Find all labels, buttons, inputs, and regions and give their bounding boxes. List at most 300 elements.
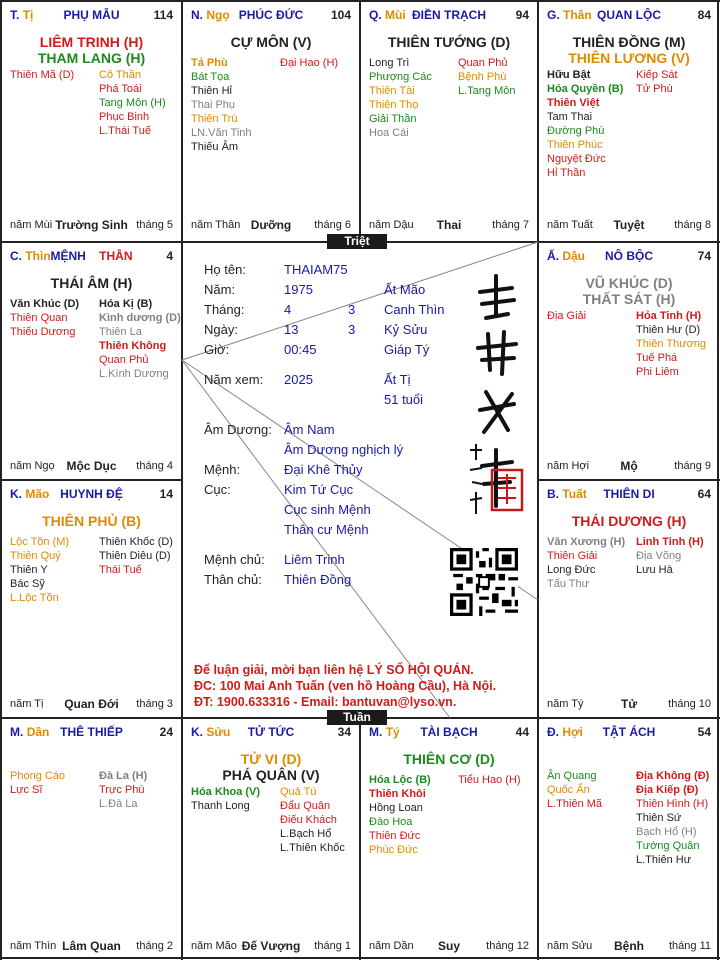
contact-line: ĐC: 100 Mai Anh Tuấn (ven hồ Hoàng Cầu), Hà Nội. [194, 679, 497, 693]
minor-star: Văn Xương (H) [547, 536, 626, 548]
contact-line: Để luận giải, mời bạn liên hệ LÝ SỐ HỘI QUÁN. [194, 663, 474, 677]
minor-star: Ân Quang [547, 770, 597, 782]
month-label: tháng 5 [136, 219, 173, 231]
palace-title: NÔ BỘC [605, 249, 653, 263]
minor-star: L.Lộc Tồn [10, 592, 59, 604]
info-label: Năm xem: [204, 372, 264, 387]
palace-ty [361, 719, 537, 959]
palace-number: 114 [153, 8, 173, 22]
star-column-right [280, 785, 345, 855]
palace-name [10, 725, 173, 739]
minor-star: L.Thiên Khốc [280, 842, 345, 854]
palace-number: 14 [159, 487, 173, 501]
minor-star: Quốc Ấn [547, 784, 590, 796]
minor-star: Thiên Thọ [369, 99, 419, 111]
minor-star: Điếu Khách [280, 814, 337, 826]
minor-star: Thái Tuế [99, 564, 142, 576]
month-label: tháng 6 [314, 219, 351, 231]
palace-stem: T. [10, 8, 20, 22]
palace-title: THIÊN DI [603, 487, 655, 501]
palace-branch-name: Tý [385, 725, 400, 739]
info-value: THAIAM75 [284, 262, 348, 277]
minor-star: Lực Sĩ [10, 784, 43, 796]
year-label: năm Tý [547, 698, 584, 710]
phase-label: Tử [620, 697, 638, 711]
palace-than [539, 2, 719, 238]
star-column-right [99, 769, 147, 811]
minor-star: Đường Phù [547, 125, 605, 137]
palace-number: 84 [697, 8, 711, 22]
star-column-right [99, 68, 166, 138]
minor-star: Bác Sỹ [10, 578, 45, 590]
palace-branch-name: Dậu [562, 249, 586, 263]
month-label: tháng 2 [136, 940, 173, 952]
palace-number: 64 [697, 487, 711, 501]
star-column-right [636, 68, 678, 96]
minor-star: Thiên Hỉ [191, 85, 232, 97]
minor-star: Thiên Việt [547, 97, 600, 109]
palace-title: QUAN LỘC [597, 8, 661, 22]
star-column-right [99, 297, 181, 381]
minor-star: LN.Văn Tinh [191, 127, 252, 139]
palace-title: PHÚC ĐỨC [238, 8, 304, 22]
palace-stem: K. [10, 487, 22, 501]
palace-stem: Ấ. [547, 249, 559, 263]
star-column-left [369, 56, 432, 140]
than-chu-value: Thiên Đồng [284, 572, 352, 587]
minor-star: Thiên Hình (H) [636, 798, 709, 810]
year-label: năm Dậu [369, 219, 414, 231]
star-column-right [280, 56, 338, 70]
can-chi-value: Giáp Tý [384, 342, 430, 357]
minor-star: Bạch Hổ (H) [636, 826, 697, 838]
minor-star: Hoa Cái [369, 127, 409, 139]
year-label: năm Mùi [10, 219, 53, 231]
minor-star: Thai Phụ [191, 99, 236, 111]
star-column-right [99, 535, 173, 577]
minor-star: Thiên Y [10, 564, 48, 576]
palace-footer [369, 939, 529, 953]
minor-star: Tam Thai [547, 111, 593, 123]
info-label: Họ tên: [204, 262, 246, 277]
palace-name [547, 725, 711, 739]
main-stars [183, 34, 359, 50]
palace-header [191, 8, 351, 22]
lunar-value: 3 [348, 302, 356, 317]
main-star: LIÊM TRINH (H) [39, 34, 144, 50]
palace-header [10, 8, 173, 22]
main-star: VŨ KHÚC (D) [585, 275, 673, 291]
main-stars [539, 34, 719, 66]
palace-number: 74 [697, 249, 711, 263]
palace-name [191, 8, 351, 22]
contact-block [194, 662, 496, 710]
main-star: THIÊN CƠ (D) [403, 751, 495, 767]
palace-hoi [539, 719, 719, 959]
palace-branch-name: Mùi [385, 8, 406, 22]
minor-star: Hỏa Tinh (H) [636, 310, 702, 322]
palace-stem: Đ. [547, 725, 559, 739]
minor-star: Thiên Sứ [636, 812, 682, 824]
minor-star: Phúc Đức [369, 844, 418, 856]
phase-label: Suy [437, 939, 460, 953]
main-star: THIÊN PHỦ (B) [42, 513, 141, 529]
palace-thin [2, 243, 181, 479]
month-label: tháng 7 [492, 219, 529, 231]
palace-branch-name: Mão [25, 487, 50, 501]
palace-footer [547, 939, 711, 953]
palace-number: 104 [330, 8, 351, 22]
minor-star: Bát Tọa [191, 71, 230, 83]
menh-chu-value: Liêm Trinh [284, 552, 345, 567]
palace-footer [547, 459, 711, 473]
contact-line: ĐT: 1900.633316 - Email: bantuvan@lyso.vn. [194, 695, 457, 709]
minor-star: Thiên Phúc [547, 139, 603, 151]
minor-star: Thiên Thương [636, 338, 707, 350]
palace-stem: B. [547, 487, 559, 501]
palace-branch-name: Dần [26, 725, 50, 739]
palace-title: ĐIỀN TRẠCH [412, 8, 486, 22]
can-chi-value: Ất Tị [384, 372, 411, 387]
month-label: tháng 11 [668, 940, 711, 952]
minor-star: L.Thiên Hư [636, 854, 692, 866]
month-label: tháng 8 [674, 219, 711, 231]
minor-star: Quan Phủ [458, 57, 508, 69]
minor-star: Địa Võng [636, 550, 682, 562]
main-stars [361, 34, 537, 50]
main-star: THÁI DƯƠNG (H) [571, 513, 687, 529]
main-star: CỰ MÔN (V) [230, 34, 312, 50]
minor-star: Linh Tinh (H) [636, 536, 704, 548]
palace-header [547, 249, 711, 263]
can-chi-value: Kỷ Sửu [384, 322, 428, 337]
minor-star: Thiên Đức [369, 830, 421, 842]
minor-star: Tả Phù [191, 57, 228, 69]
minor-star: Tử Phù [636, 83, 673, 95]
palace-header [369, 725, 529, 739]
palace-footer [547, 218, 711, 232]
palace-name [547, 249, 711, 263]
palace-title: MỆNH [50, 249, 86, 263]
main-star: THIÊN TƯỚNG (D) [387, 34, 511, 50]
star-column-left [10, 769, 65, 797]
minor-star: Đại Hao (H) [280, 57, 339, 69]
cuc-label: Cục: [204, 482, 231, 497]
minor-star: Long Trì [369, 57, 410, 69]
main-stars [183, 751, 359, 783]
palace-dan [2, 719, 181, 959]
minor-star: Phong Cáo [10, 770, 66, 782]
palace-number: 94 [515, 8, 529, 22]
phase-label: Đế Vượng [241, 939, 301, 953]
minor-star: Hữu Bật [547, 69, 591, 81]
phase-label: Dưỡng [250, 218, 292, 232]
minor-star: Phi Liêm [636, 366, 679, 378]
minor-star: Thiên Không [99, 340, 167, 352]
palace-ti [2, 2, 181, 238]
phase-label: Trường Sinh [55, 218, 128, 232]
minor-star: Thiên Trù [191, 113, 238, 125]
minor-star: Phá Toái [99, 83, 142, 95]
minor-star: L.Thiên Mã [547, 798, 603, 810]
palace-name [369, 8, 529, 22]
minor-star: Thiên Mã (D) [10, 69, 75, 81]
palace-footer [191, 939, 351, 953]
month-label: tháng 12 [486, 940, 529, 952]
minor-star: Bệnh Phù [458, 71, 507, 83]
star-column-left [10, 297, 79, 339]
star-column-left [547, 535, 625, 591]
minor-star: Tiểu Hao (H) [458, 774, 521, 786]
palace-number: 4 [166, 249, 173, 263]
year-label: năm Sửu [547, 940, 593, 952]
palace-number: 34 [337, 725, 351, 739]
year-label: năm Hợi [547, 460, 590, 472]
year-label: năm Thân [191, 219, 241, 231]
can-chi-value: Canh Thìn [384, 302, 445, 317]
minor-star: Hóa Khoa (V) [191, 786, 261, 798]
star-column-left [369, 773, 431, 857]
month-label: tháng 1 [314, 940, 351, 952]
palace-dau [539, 243, 719, 479]
minor-star: Hóa Lộc (B) [369, 774, 431, 786]
minor-star: L.Tang Môn [458, 85, 516, 97]
qr-code-image [450, 548, 518, 616]
palace-stem: N. [191, 8, 203, 22]
star-column-left [10, 535, 69, 605]
palace-stem: M. [10, 725, 24, 739]
main-star: THIÊN LƯƠNG (V) [568, 50, 690, 66]
am-duong-value: Âm Nam [284, 422, 335, 437]
minor-star: Địa Không (Đ) [636, 770, 710, 782]
minor-star: Lộc Tồn (M) [10, 536, 70, 548]
palace-stem: K. [191, 725, 203, 739]
minor-star: Quan Phủ [99, 354, 149, 366]
minor-star: Trực Phù [99, 784, 145, 796]
age-value: 51 tuổi [384, 392, 424, 407]
palace-header [10, 249, 173, 263]
info-value: 2025 [284, 372, 313, 387]
info-label: Giờ: [204, 342, 230, 357]
minor-star: Lưu Hà [636, 564, 673, 576]
can-chi-value: Ất Mão [384, 282, 426, 297]
minor-star: Thiên Giải [547, 550, 598, 562]
minor-star: Phượng Các [369, 71, 432, 83]
star-column-left [191, 785, 260, 813]
minor-star: Đẩu Quân [280, 800, 331, 812]
minor-star: Hỉ Thần [547, 167, 586, 179]
palace-branch-name: Tuất [562, 487, 587, 501]
main-star: THÁI ÂM (H) [50, 275, 133, 291]
palace-number: 24 [159, 725, 173, 739]
palace-suu [183, 719, 359, 959]
info-label: Tháng: [204, 302, 245, 317]
minor-star: Nguyệt Đức [547, 153, 606, 165]
palace-header [10, 725, 173, 739]
minor-star: Thiên Hư (D) [636, 324, 701, 336]
palace-number: 54 [697, 725, 711, 739]
star-column-left [547, 769, 602, 811]
minor-star: Giải Thần [369, 113, 417, 125]
star-column-right [636, 535, 704, 577]
than-marker: THÂN [99, 249, 133, 263]
minor-star: Thiên Quan [10, 312, 68, 324]
palace-header [547, 725, 711, 739]
tuan-tag: Tuần [327, 710, 387, 725]
minor-star: L.Thái Tuế [99, 125, 151, 137]
than-cu-note: Thân cư Mệnh [284, 522, 369, 537]
minor-star: Đà La (H) [99, 770, 148, 782]
menh-chu-label: Mệnh chủ: [204, 552, 265, 567]
palace-name [369, 725, 529, 739]
palace-branch-name: Tị [22, 8, 34, 22]
star-column-left [10, 68, 74, 82]
menh-value: Đại Khê Thủy [284, 462, 363, 477]
minor-star: Thiên Diêu (D) [99, 550, 171, 562]
minor-star: Quả Tú [280, 786, 317, 798]
center-info-panel [182, 242, 538, 718]
minor-star: Hóa Kị (B) [99, 298, 153, 310]
month-label: tháng 4 [136, 460, 173, 472]
palace-stem: G. [547, 8, 560, 22]
palace-mui [361, 2, 537, 238]
triet-tag: Triệt [327, 234, 387, 249]
palace-title: TỬ TỨC [247, 725, 295, 739]
star-column-right [636, 769, 709, 867]
main-stars [539, 275, 719, 307]
minor-star: Địa Kiếp (Đ) [636, 784, 699, 796]
palace-ngo [183, 2, 359, 238]
phase-label: Bệnh [614, 939, 644, 953]
month-label: tháng 3 [136, 698, 173, 710]
palace-header [191, 725, 351, 739]
main-stars [2, 513, 181, 529]
minor-star: Thiên Quý [10, 550, 61, 562]
palace-title: TÀI BẠCH [420, 725, 478, 739]
lunar-value: 3 [348, 322, 356, 337]
palace-branch-name: Hợi [562, 725, 583, 739]
minor-star: Thiên Tài [369, 85, 415, 97]
minor-star: Thiên Khốc (D) [99, 536, 173, 548]
year-label: năm Ngọ [10, 460, 55, 472]
palace-header [547, 8, 711, 22]
month-label: tháng 9 [674, 460, 711, 472]
palace-branch-name: Ngọ [206, 8, 230, 22]
palace-title: TẬT ÁCH [602, 725, 656, 739]
minor-star: Địa Giải [547, 310, 587, 322]
palace-title: THÊ THIẾP [60, 725, 123, 739]
palace-header [547, 487, 711, 501]
palace-stem: M. [369, 725, 383, 739]
minor-star: Đào Hoa [369, 816, 413, 828]
than-chu-label: Thân chủ: [204, 572, 262, 587]
palace-name [191, 725, 351, 739]
main-star: THIÊN ĐỒNG (M) [572, 34, 686, 50]
am-duong-note: Âm Dương nghịch lý [284, 442, 404, 457]
minor-star: Hóa Quyền (B) [547, 83, 624, 95]
minor-star: Tang Môn (H) [99, 97, 166, 109]
palace-number: 44 [515, 725, 529, 739]
minor-star: Cô Thần [99, 69, 141, 81]
palace-stem: Q. [369, 8, 382, 22]
main-star: TỬ VI (D) [240, 751, 302, 767]
phase-label: Tuyệt [613, 218, 645, 232]
main-stars [539, 513, 719, 529]
palace-name [10, 8, 173, 22]
palace-footer [10, 459, 173, 473]
info-label: Ngày: [204, 322, 238, 337]
minor-star: Thiên Khôi [369, 788, 426, 800]
am-duong-label: Âm Dương: [204, 422, 272, 437]
info-value: 00:45 [284, 342, 317, 357]
calligraphy-seal-image [468, 270, 528, 530]
palace-name [547, 8, 711, 22]
star-column-right [458, 773, 521, 787]
star-column-right [636, 309, 706, 379]
palace-branch-name: Thìn [25, 249, 51, 263]
year-label: năm Tuất [547, 219, 593, 231]
info-value: 4 [284, 302, 292, 317]
main-star: PHÁ QUÂN (V) [222, 767, 320, 783]
info-label: Năm: [204, 282, 236, 297]
palace-footer [547, 697, 711, 711]
minor-star: Thiếu Dương [10, 326, 76, 338]
year-label: năm Mão [191, 940, 237, 952]
palace-name [10, 487, 173, 501]
main-stars [2, 34, 181, 66]
phase-label: Mộ [620, 459, 638, 473]
month-label: tháng 10 [668, 698, 711, 710]
minor-star: Thiên La [99, 326, 142, 338]
minor-star: Tuế Phá [636, 352, 678, 364]
minor-star: Tấu Thư [547, 578, 590, 590]
phase-label: Lâm Quan [62, 939, 121, 953]
phase-label: Thai [436, 218, 462, 232]
star-column-left [191, 56, 252, 154]
palace-footer [10, 939, 173, 953]
minor-star: Văn Khúc (D) [10, 298, 80, 310]
minor-star: Thiếu Âm [191, 141, 239, 153]
star-column-left [547, 309, 586, 323]
phase-label: Quan Đới [64, 697, 119, 711]
minor-star: Hồng Loan [369, 802, 423, 814]
palace-footer [10, 697, 173, 711]
palace-footer [191, 218, 351, 232]
minor-star: L.Bạch Hổ [280, 828, 332, 840]
minor-star: L.Đà La [99, 798, 138, 810]
palace-tuat [539, 481, 719, 717]
palace-branch-name: Thân [563, 8, 592, 22]
year-label: năm Thìn [10, 940, 57, 952]
minor-star: Phục Binh [99, 111, 150, 123]
main-star: THẤT SÁT (H) [582, 291, 676, 307]
minor-star: Tướng Quân [636, 840, 700, 852]
main-star: THAM LANG (H) [37, 50, 146, 66]
palace-footer [369, 218, 529, 232]
palace-header [10, 487, 173, 501]
palace-header [369, 8, 529, 22]
palace-title: PHỤ MẪU [63, 8, 120, 22]
palace-name [10, 249, 173, 263]
minor-star: Kiếp Sát [636, 69, 678, 81]
palace-mao [2, 481, 181, 717]
minor-star: Thanh Long [191, 800, 250, 812]
minor-star: Kình dương (D) [99, 312, 181, 324]
info-value: 1975 [284, 282, 313, 297]
main-stars [361, 751, 537, 767]
palace-footer [10, 218, 173, 232]
year-label: năm Tị [10, 698, 44, 710]
